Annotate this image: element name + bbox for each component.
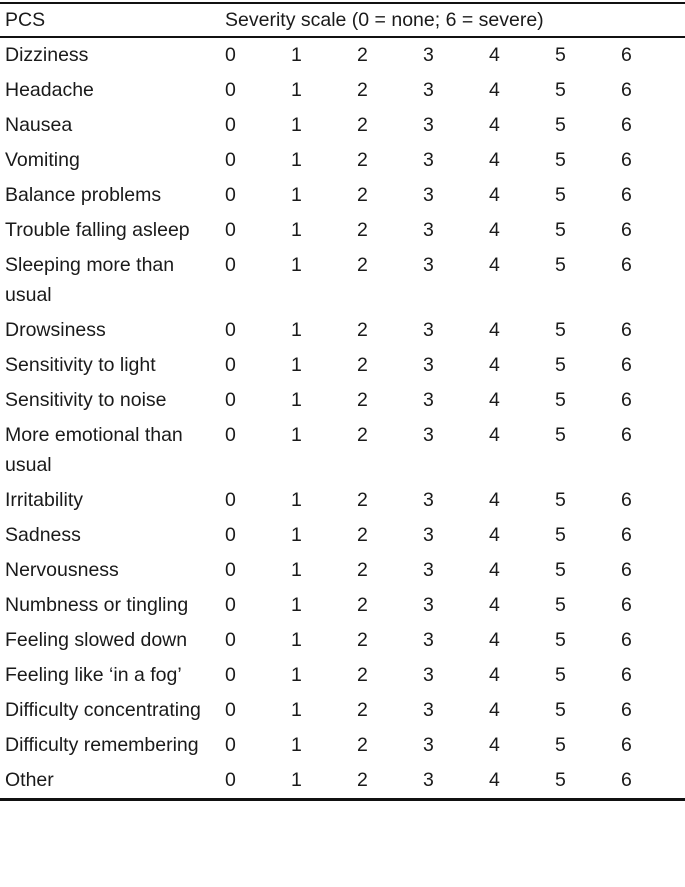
- severity-value-6: 6: [621, 254, 632, 276]
- severity-value-5: 5: [555, 44, 566, 66]
- symptom-label: Dizziness: [5, 44, 89, 66]
- table-row: [0, 37, 685, 73]
- severity-value-1: 1: [291, 594, 302, 616]
- severity-value-6: 6: [621, 79, 632, 101]
- severity-value-6: 6: [621, 594, 632, 616]
- severity-value-5: 5: [555, 79, 566, 101]
- severity-value-0: 0: [225, 149, 236, 171]
- table-row: [0, 763, 685, 800]
- severity-value-0: 0: [225, 424, 236, 446]
- severity-value-3: 3: [423, 389, 434, 411]
- severity-value-6: 6: [621, 489, 632, 511]
- severity-value-0: 0: [225, 699, 236, 721]
- severity-value-1: 1: [291, 184, 302, 206]
- severity-value-3: 3: [423, 664, 434, 686]
- table-row: [0, 588, 685, 623]
- severity-value-1: 1: [291, 79, 302, 101]
- symptom-label: Balance problems: [5, 184, 162, 206]
- severity-value-4: 4: [489, 44, 500, 66]
- severity-value-1: 1: [291, 319, 302, 341]
- severity-value-0: 0: [225, 44, 236, 66]
- severity-value-1: 1: [291, 389, 302, 411]
- severity-value-2: 2: [357, 424, 368, 446]
- symptom-label: Other: [5, 769, 54, 791]
- table-row: [0, 518, 685, 553]
- severity-value-0: 0: [225, 769, 236, 791]
- severity-value-6: 6: [621, 114, 632, 136]
- severity-value-1: 1: [291, 149, 302, 171]
- severity-value-0: 0: [225, 594, 236, 616]
- severity-value-5: 5: [555, 424, 566, 446]
- severity-value-5: 5: [555, 319, 566, 341]
- severity-value-3: 3: [423, 699, 434, 721]
- severity-value-3: 3: [423, 489, 434, 511]
- severity-value-5: 5: [555, 664, 566, 686]
- severity-value-5: 5: [555, 219, 566, 241]
- severity-value-3: 3: [423, 79, 434, 101]
- severity-scale-header: Severity scale (0 = none; 6 = severe): [225, 9, 544, 31]
- table-row: [0, 213, 685, 248]
- severity-value-0: 0: [225, 389, 236, 411]
- severity-value-6: 6: [621, 734, 632, 756]
- severity-value-3: 3: [423, 629, 434, 651]
- severity-value-0: 0: [225, 354, 236, 376]
- severity-value-2: 2: [357, 664, 368, 686]
- severity-value-2: 2: [357, 699, 368, 721]
- severity-value-4: 4: [489, 594, 500, 616]
- symptom-label: Irritability: [5, 489, 84, 511]
- severity-value-3: 3: [423, 184, 434, 206]
- severity-value-2: 2: [357, 149, 368, 171]
- severity-value-4: 4: [489, 184, 500, 206]
- severity-value-6: 6: [621, 629, 632, 651]
- table-row: [0, 313, 685, 348]
- severity-value-6: 6: [621, 184, 632, 206]
- severity-value-0: 0: [225, 489, 236, 511]
- symptom-label: Sadness: [5, 524, 81, 546]
- severity-value-4: 4: [489, 559, 500, 581]
- severity-value-0: 0: [225, 319, 236, 341]
- severity-value-6: 6: [621, 354, 632, 376]
- severity-value-6: 6: [621, 319, 632, 341]
- symptom-label: Feeling like ‘in a fog’: [5, 664, 182, 686]
- symptom-label: Sensitivity to noise: [5, 389, 167, 411]
- severity-value-4: 4: [489, 149, 500, 171]
- severity-value-6: 6: [621, 664, 632, 686]
- severity-value-5: 5: [555, 254, 566, 276]
- severity-value-1: 1: [291, 699, 302, 721]
- severity-value-4: 4: [489, 734, 500, 756]
- severity-value-3: 3: [423, 149, 434, 171]
- severity-value-6: 6: [621, 219, 632, 241]
- severity-value-3: 3: [423, 559, 434, 581]
- severity-value-1: 1: [291, 424, 302, 446]
- table-row: [0, 143, 685, 178]
- severity-value-2: 2: [357, 44, 368, 66]
- severity-value-2: 2: [357, 184, 368, 206]
- severity-value-2: 2: [357, 319, 368, 341]
- severity-value-4: 4: [489, 524, 500, 546]
- severity-value-5: 5: [555, 559, 566, 581]
- severity-value-2: 2: [357, 734, 368, 756]
- severity-value-3: 3: [423, 594, 434, 616]
- header-row: [0, 3, 685, 37]
- symptom-label: Sleeping more than usual: [5, 254, 175, 306]
- severity-value-6: 6: [621, 524, 632, 546]
- severity-value-0: 0: [225, 629, 236, 651]
- severity-value-5: 5: [555, 389, 566, 411]
- severity-value-4: 4: [489, 114, 500, 136]
- severity-value-2: 2: [357, 114, 368, 136]
- severity-value-6: 6: [621, 389, 632, 411]
- table-row: [0, 728, 685, 763]
- table-row: [0, 553, 685, 588]
- severity-value-3: 3: [423, 524, 434, 546]
- severity-value-4: 4: [489, 769, 500, 791]
- severity-value-4: 4: [489, 254, 500, 276]
- symptom-label: More emotional than usual: [5, 424, 183, 476]
- severity-value-4: 4: [489, 319, 500, 341]
- severity-value-5: 5: [555, 149, 566, 171]
- severity-value-4: 4: [489, 424, 500, 446]
- symptom-label: Drowsiness: [5, 319, 106, 341]
- symptom-label: Difficulty concentrating: [5, 699, 201, 721]
- severity-value-6: 6: [621, 559, 632, 581]
- severity-value-4: 4: [489, 389, 500, 411]
- severity-value-4: 4: [489, 354, 500, 376]
- pcs-severity-table: [0, 2, 685, 801]
- table-row: [0, 73, 685, 108]
- severity-value-5: 5: [555, 629, 566, 651]
- severity-value-2: 2: [357, 79, 368, 101]
- severity-value-1: 1: [291, 219, 302, 241]
- symptom-label: Vomiting: [5, 149, 80, 171]
- severity-value-5: 5: [555, 114, 566, 136]
- severity-value-5: 5: [555, 184, 566, 206]
- severity-value-0: 0: [225, 524, 236, 546]
- severity-value-5: 5: [555, 524, 566, 546]
- severity-value-2: 2: [357, 254, 368, 276]
- table-row: [0, 623, 685, 658]
- severity-value-6: 6: [621, 149, 632, 171]
- symptom-label: Nervousness: [5, 559, 119, 581]
- severity-value-0: 0: [225, 184, 236, 206]
- severity-value-4: 4: [489, 664, 500, 686]
- table-row: [0, 693, 685, 728]
- symptom-label: Sensitivity to light: [5, 354, 156, 376]
- severity-value-3: 3: [423, 44, 434, 66]
- severity-value-1: 1: [291, 354, 302, 376]
- severity-value-1: 1: [291, 629, 302, 651]
- table-row: [0, 483, 685, 518]
- severity-value-3: 3: [423, 734, 434, 756]
- severity-value-2: 2: [357, 629, 368, 651]
- severity-value-0: 0: [225, 254, 236, 276]
- severity-value-2: 2: [357, 219, 368, 241]
- symptom-label: Nausea: [5, 114, 73, 136]
- severity-value-1: 1: [291, 769, 302, 791]
- severity-value-0: 0: [225, 114, 236, 136]
- table-row: [0, 248, 685, 313]
- table-row: [0, 108, 685, 143]
- severity-value-1: 1: [291, 559, 302, 581]
- severity-value-2: 2: [357, 354, 368, 376]
- severity-value-6: 6: [621, 699, 632, 721]
- pcs-header: PCS: [5, 9, 46, 31]
- severity-value-5: 5: [555, 594, 566, 616]
- severity-value-0: 0: [225, 79, 236, 101]
- symptom-label: Feeling slowed down: [5, 629, 188, 651]
- severity-value-0: 0: [225, 664, 236, 686]
- severity-value-1: 1: [291, 489, 302, 511]
- severity-value-3: 3: [423, 424, 434, 446]
- symptom-label: Trouble falling asleep: [5, 219, 190, 241]
- severity-value-3: 3: [423, 219, 434, 241]
- severity-value-5: 5: [555, 769, 566, 791]
- severity-value-2: 2: [357, 594, 368, 616]
- severity-value-0: 0: [225, 734, 236, 756]
- table-row: [0, 348, 685, 383]
- severity-value-2: 2: [357, 524, 368, 546]
- severity-value-1: 1: [291, 114, 302, 136]
- severity-value-2: 2: [357, 489, 368, 511]
- severity-value-4: 4: [489, 699, 500, 721]
- symptom-label: Numbness or tingling: [5, 594, 189, 616]
- severity-value-1: 1: [291, 44, 302, 66]
- severity-value-3: 3: [423, 254, 434, 276]
- severity-value-2: 2: [357, 559, 368, 581]
- severity-value-6: 6: [621, 44, 632, 66]
- table-row: [0, 178, 685, 213]
- severity-value-3: 3: [423, 769, 434, 791]
- severity-value-4: 4: [489, 79, 500, 101]
- severity-value-5: 5: [555, 354, 566, 376]
- severity-value-6: 6: [621, 424, 632, 446]
- table-row: [0, 383, 685, 418]
- severity-value-1: 1: [291, 664, 302, 686]
- severity-value-4: 4: [489, 629, 500, 651]
- severity-value-5: 5: [555, 734, 566, 756]
- severity-value-4: 4: [489, 219, 500, 241]
- severity-value-1: 1: [291, 524, 302, 546]
- severity-value-2: 2: [357, 389, 368, 411]
- severity-value-0: 0: [225, 559, 236, 581]
- table-row: [0, 658, 685, 693]
- table-row: [0, 418, 685, 483]
- severity-value-1: 1: [291, 254, 302, 276]
- severity-value-6: 6: [621, 769, 632, 791]
- severity-value-1: 1: [291, 734, 302, 756]
- severity-value-2: 2: [357, 769, 368, 791]
- severity-value-3: 3: [423, 114, 434, 136]
- severity-value-5: 5: [555, 489, 566, 511]
- severity-value-5: 5: [555, 699, 566, 721]
- severity-value-3: 3: [423, 319, 434, 341]
- symptom-label: Difficulty remembering: [5, 734, 199, 756]
- severity-value-4: 4: [489, 489, 500, 511]
- severity-value-3: 3: [423, 354, 434, 376]
- symptom-label: Headache: [5, 79, 94, 101]
- severity-value-0: 0: [225, 219, 236, 241]
